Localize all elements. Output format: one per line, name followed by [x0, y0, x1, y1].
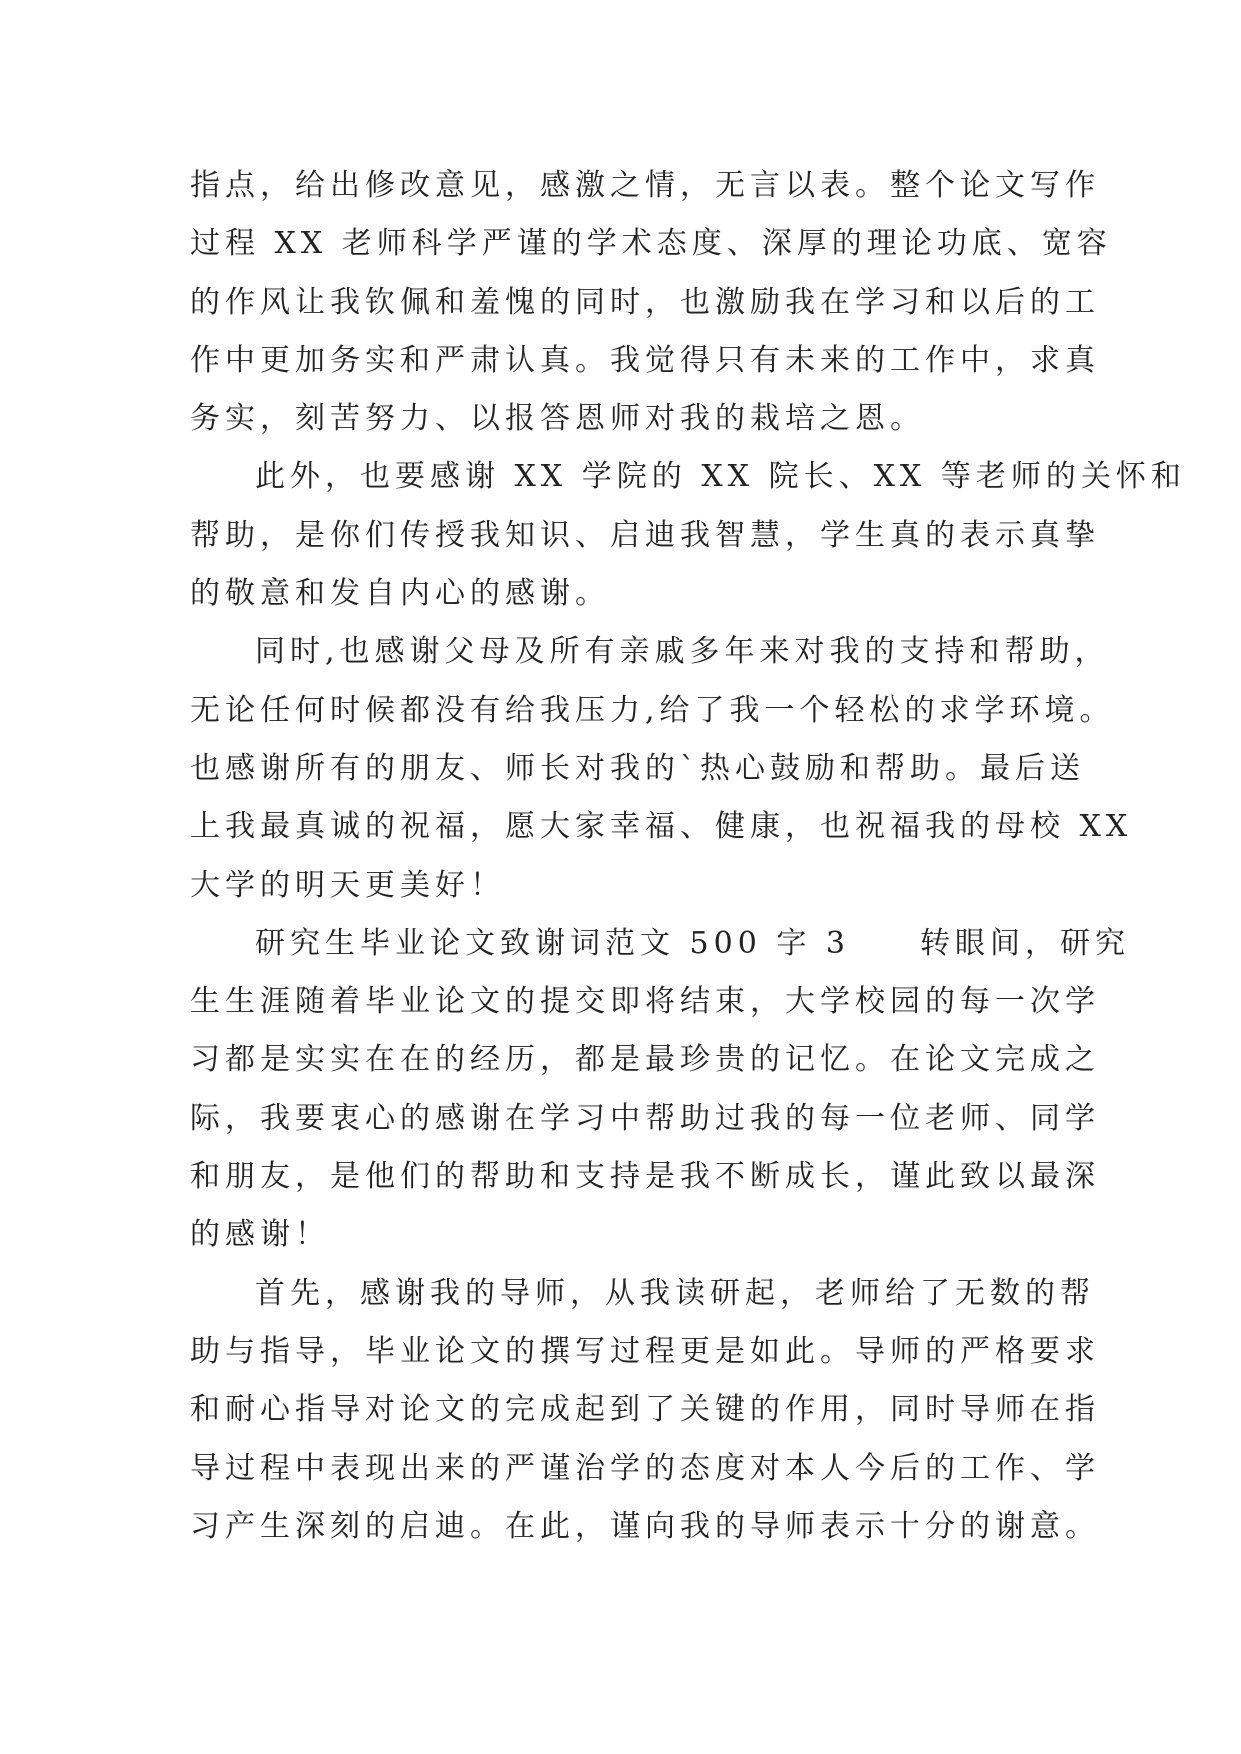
- paragraph-first-line: 研究生毕业论文致谢词范文 500 字 3 转眼间，研究: [255, 925, 1130, 961]
- text-line: 的敬意和发自内心的感谢。: [190, 576, 610, 612]
- text-line: 和耐心指导对论文的完成起到了关键的作用，同时导师在指: [190, 1392, 1100, 1428]
- text-line: 习都是实实在在的经历，都是最珍贵的记忆。在论文完成之: [190, 1042, 1100, 1078]
- text-line: 的作风让我钦佩和羞愧的同时，也激励我在学习和以后的工: [190, 284, 1100, 320]
- text-line: 上我最真诚的祝福，愿大家幸福、健康，也祝福我的母校 XX: [190, 809, 1133, 845]
- text-line: 无论任何时候都没有给我压力,给了我一个轻松的求学环境。: [190, 692, 1115, 728]
- text-line: 过程 XX 老师科学严谨的学术态度、深厚的理论功底、宽容: [190, 226, 1112, 262]
- text-line: 导过程中表现出来的严谨治学的态度对本人今后的工作、学: [190, 1450, 1100, 1486]
- text-line: 际，我要衷心的感谢在学习中帮助过我的每一位老师、同学: [190, 1100, 1100, 1136]
- text-line: 指点，给出修改意见，感激之情，无言以表。整个论文写作: [190, 168, 1100, 203]
- text-line: 大学的明天更美好！: [190, 867, 505, 903]
- text-line: 也感谢所有的朋友、师长对我的`热心鼓励和帮助。最后送: [190, 750, 1085, 786]
- text-line: 作中更加务实和严肃认真。我觉得只有未来的工作中，求真: [190, 342, 1100, 378]
- text-line: 和朋友，是他们的帮助和支持是我不断成长，谨此致以最深: [190, 1159, 1100, 1195]
- text-line: 务实，刻苦努力、以报答恩师对我的栽培之恩。: [190, 401, 925, 437]
- paragraph-first-line: 同时,也感谢父母及所有亲戚多年来对我的支持和帮助，: [255, 634, 1110, 670]
- text-line: 的感谢！: [190, 1217, 330, 1253]
- document-body: [190, 157, 1186, 1556]
- text-line: 助与指导，毕业论文的撰写过程更是如此。导师的严格要求: [190, 1333, 1100, 1369]
- text-line: 生生涯随着毕业论文的提交即将结束，大学校园的每一次学: [190, 984, 1100, 1020]
- text-line: 习产生深刻的启迪。在此，谨向我的导师表示十分的谢意。: [190, 1508, 1100, 1544]
- paragraph-first-line: 首先，感谢我的导师，从我读研起，老师给了无数的帮: [255, 1275, 1095, 1311]
- text-line: 帮助，是你们传授我知识、启迪我智慧，学生真的表示真挚: [190, 517, 1100, 553]
- paragraph-first-line: 此外，也要感谢 XX 学院的 XX 院长、XX 等老师的关怀和: [255, 459, 1186, 495]
